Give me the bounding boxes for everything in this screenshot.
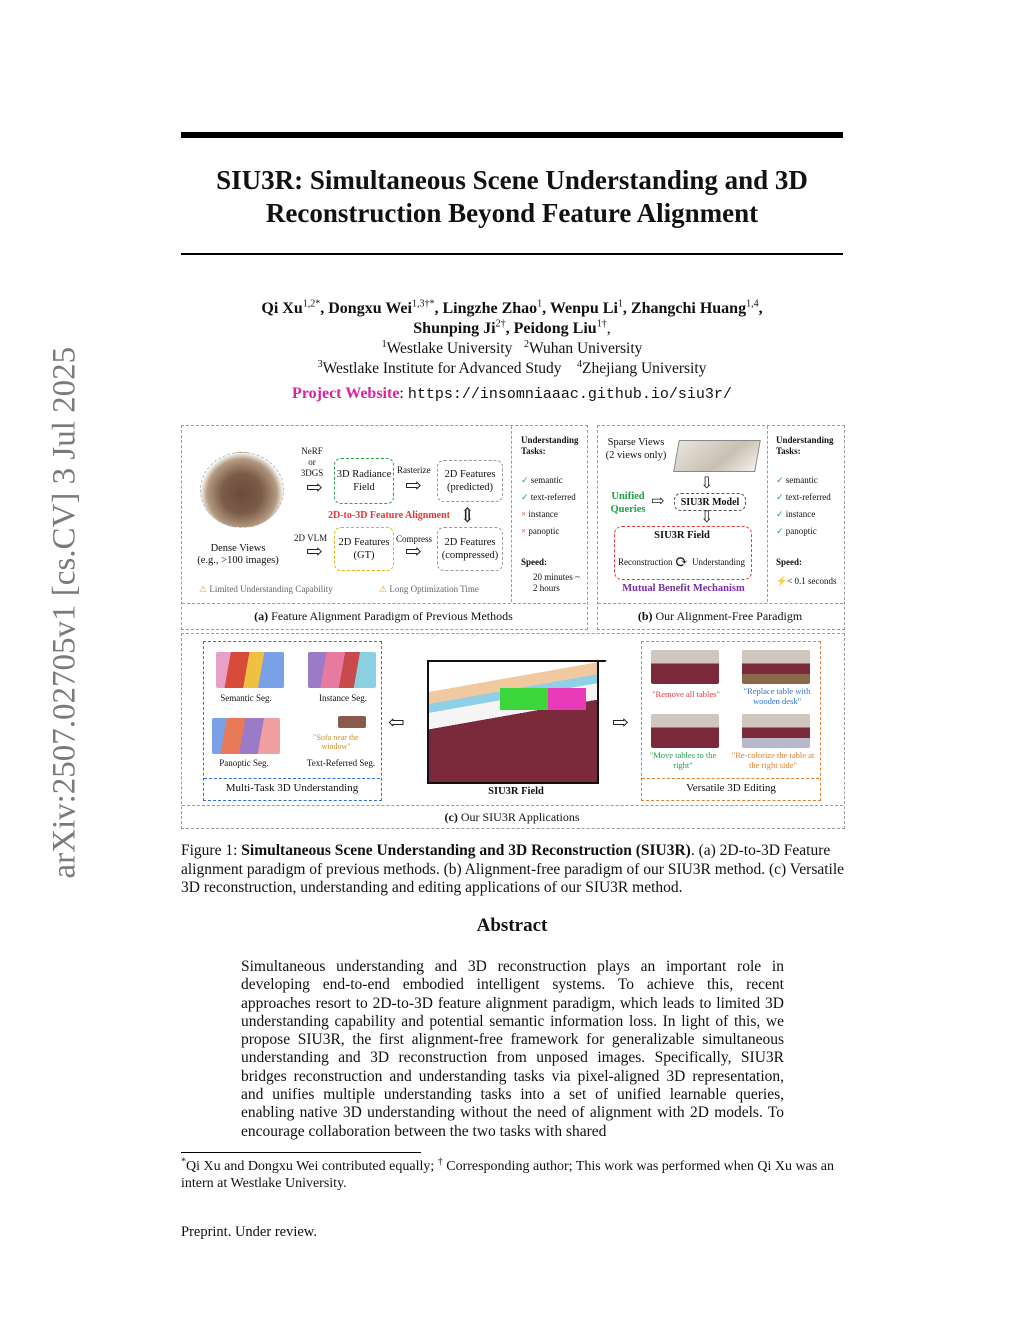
multi-task-caption-divider <box>204 778 380 779</box>
author-sup: 2† <box>495 318 506 330</box>
warning-icon: ⚠ <box>379 584 388 594</box>
author-list: Qi $Xu^{1,2*}$, Dongxu Wei$^{1,3\dagger*}$, Lingzhe Zhao$^1$, Wenpu Li$^1$, Zhangchi Huang$^{1,4}$, Shunping $Ji^{2\dagger}$, Peidong Liu$^{1\dagger}$, $^1$Westlake University $^2$Wuhan University $^3$Westlake Institute for Advanced Study $^4$Zhejiang University <box>181 299 843 378</box>
move-tables-image <box>651 714 719 748</box>
panel-a-tasks: Understanding Tasks: ✓ semantic ✓ text-referred × instance × panoptic Speed: 20 minutes ~ 2 hours <box>521 435 580 593</box>
preprint-note: Preprint. Under review. <box>181 1224 317 1240</box>
panel-a-caption-divider <box>182 603 586 604</box>
abstract-body: Simultaneous understanding and 3D reconstruction plays an important role in developing end-to-end embodied intelligent systems. To achieve this, recent approaches resort to 2D-to-3D feature alignment paradigm, which leads to limited 3D understanding capability and potential semantic information loss. In light of this, we propose SIU3R, the first alignment-free framework for generalizable simultaneous understanding and 3D reconstruction from unposed images. Specifically, SIU3R bridges reconstruction and understanding tasks via pixel-aligned 3D representation, and unifies multiple understanding tasks into a set of unified learnable queries, enabling native 3D understanding without the need of alignment with 2D models. To encourage collaboration between the two tasks with shared <box>241 958 784 1140</box>
panoptic-seg-label: Panoptic Seg. <box>219 758 269 768</box>
author-sup: 1 <box>617 298 623 310</box>
unified-queries-label: Unified Queries <box>610 491 646 515</box>
affiliation-line-1: $^1$Westlake University $^2$Wuhan University <box>381 338 643 357</box>
double-arrow-icon: ⇕ <box>459 505 476 527</box>
replace-table-label: "Replace table with wooden desk" <box>743 686 811 706</box>
panel-b-caption: (b) Our Alignment-Free Paradigm <box>637 609 803 623</box>
arrow-right-icon: ⇨ <box>405 475 422 497</box>
paper-title <box>181 164 843 230</box>
panoptic-seg-image <box>212 718 280 754</box>
panel-b-caption-divider <box>598 603 843 604</box>
affiliation: Wuhan University <box>528 340 643 357</box>
author-sup: 1 <box>537 298 543 310</box>
title-line-1: SIU3R: Simultaneous Scene Understanding and 3D <box>216 165 808 195</box>
cube-back-face <box>441 660 606 662</box>
author-sup: 1† <box>596 318 607 330</box>
affiliation-line-2: $^3$Westlake Institute for Advanced Study $^4$Zhejiang University <box>317 358 707 377</box>
author: Lingzhe Zhao <box>442 300 538 317</box>
reconstruction-label: Reconstruction <box>618 557 673 567</box>
vlm-label: 2D VLM <box>294 533 328 543</box>
dense-views-scene <box>200 452 284 528</box>
abstract-heading: Abstract <box>476 915 548 936</box>
siu3r-field-caption: SIU3R Field <box>488 786 544 797</box>
siu3r-model-box: SIU3R Model <box>674 493 746 511</box>
radiance-field-box: 3D Radiance Field <box>334 458 394 504</box>
rasterize-label: Rasterize <box>397 465 431 475</box>
dense-views-label: Dense Views (e.g., >100 images) <box>197 543 279 566</box>
top-rule <box>181 132 843 138</box>
arrow-right-icon: ⇨ <box>306 541 323 563</box>
affiliation: Zhejiang University <box>582 359 707 377</box>
project-website-link[interactable]: https://insomniaaac.github.io/siu3r/ <box>407 386 732 403</box>
panel-c-caption-divider <box>182 805 843 806</box>
arrow-right-icon: ⇨ <box>651 493 665 510</box>
author: Peidong Liu <box>513 320 597 337</box>
arrow-down-icon: ⇩ <box>700 475 714 492</box>
author: Dongxu Wei <box>328 300 412 317</box>
siu3r-field-cube <box>427 660 599 784</box>
gt-features-box: 2D Features (GT) <box>334 527 394 571</box>
lightning-icon: ⚡ <box>776 576 788 586</box>
compress-label: Compress <box>396 534 432 544</box>
arrow-left-icon: ⇦ <box>388 712 405 734</box>
project-website-label: Project Website <box>292 385 400 402</box>
sparse-view-image <box>673 440 761 472</box>
replace-table-image <box>742 650 810 684</box>
understanding-label: Understanding <box>692 557 745 567</box>
multi-task-label: Multi-Task 3D Understanding <box>225 782 359 794</box>
semantic-seg-label: Semantic Seg. <box>220 693 272 703</box>
nerf-3dgs-label: NeRF or 3DGS <box>300 446 324 478</box>
footnote-rule <box>181 1152 421 1153</box>
siu3r-field-label: SIU3R Field <box>654 530 710 541</box>
long-opt-warning: ⚠ Long Optimization Time <box>379 584 479 594</box>
panel-c-caption: (c) Our SIU3R Applications <box>444 810 580 824</box>
arxiv-stamp: arXiv:2507.02705v1 [cs.CV] 3 Jul 2025 <box>46 346 83 879</box>
warning-icon: ⚠ <box>199 584 208 594</box>
semantic-seg-image <box>216 652 284 688</box>
compressed-features-box: 2D Features (compressed) <box>437 527 503 571</box>
recolorize-table-label: "Re-colorize the table at the right side" <box>731 750 815 770</box>
text-referred-seg-image <box>338 716 366 728</box>
panel-b-divider <box>767 426 768 602</box>
versatile-editing-label: Versatile 3D Editing <box>686 782 776 794</box>
affiliation: Westlake University <box>386 340 513 357</box>
alignment-label: 2D-to-3D Feature Alignment <box>327 510 451 521</box>
arrow-down-icon: ⇩ <box>700 509 714 526</box>
instance-seg-label: Instance Seg. <box>319 693 367 703</box>
footnote: *Qi Xu and Dongxu Wei contributed equally; † Corresponding author; This work was performed when Qi Xu was an intern at Westlake University. <box>181 1156 835 1191</box>
mutual-benefit-label: Mutual Benefit Mechanism <box>622 583 745 594</box>
text-referred-seg-label: Text-Referred Seg. <box>306 758 376 768</box>
title-line-2: Reconstruction Beyond Feature Alignment <box>265 198 759 228</box>
panel-a-divider <box>511 426 512 602</box>
predicted-features-box: 2D Features (predicted) <box>437 460 503 502</box>
author-sup: 1,4 <box>746 298 759 310</box>
arrow-right-icon: ⇨ <box>306 477 323 499</box>
limited-warning: ⚠ Limited Understanding Capability <box>199 584 333 594</box>
recolorize-table-image <box>742 714 810 748</box>
figure-caption: Figure 1: Simultaneous Scene Understanding and 3D Reconstruction (SIU3R). (a) 2D-to-3D Feature alignment paradigm of previous methods. (b) Alignment-free paradigm of our SIU3R method. (c) Versatile 3D reconstruction, understanding and editing applications of our SIU3R method. <box>181 842 845 896</box>
affiliation: Westlake Institute for Advanced Study <box>322 359 562 377</box>
move-tables-label: "Move tables to the right" <box>649 750 717 770</box>
cycle-icon: ⟳ <box>675 554 689 571</box>
author-sup: 1,3†* <box>411 298 435 310</box>
editing-caption-divider <box>642 778 819 779</box>
author: Shunping Ji <box>413 320 496 337</box>
author: Qi Xu <box>261 300 303 317</box>
panel-a-caption: (a) Feature Alignment Paradigm of Previous Methods <box>254 609 513 623</box>
magenta-segment <box>548 688 586 710</box>
sparse-views-label: Sparse Views (2 views only) <box>605 437 667 461</box>
remove-tables-image <box>651 650 719 684</box>
project-website: Project Website: https://insomniaaac.github.io/siu3r/ <box>292 385 732 403</box>
panel-b-tasks: Understanding Tasks: ✓ semantic ✓ text-referred ✓ instance ✓ panoptic Speed: ⚡< 0.1 seconds <box>776 435 837 586</box>
author: Zhangchi Huang <box>630 300 747 317</box>
arrow-right-icon: ⇨ <box>612 712 629 734</box>
instance-seg-image <box>308 652 376 688</box>
green-segment <box>500 688 550 710</box>
author: Wenpu Li <box>549 300 618 317</box>
remove-tables-label: "Remove all tables" <box>652 689 720 699</box>
sofa-query-label: "Sofa near the window" <box>313 733 359 751</box>
title-bottom-rule <box>181 253 843 255</box>
arrow-right-icon: ⇨ <box>405 541 422 563</box>
author-sup: 1,2* <box>302 298 321 310</box>
